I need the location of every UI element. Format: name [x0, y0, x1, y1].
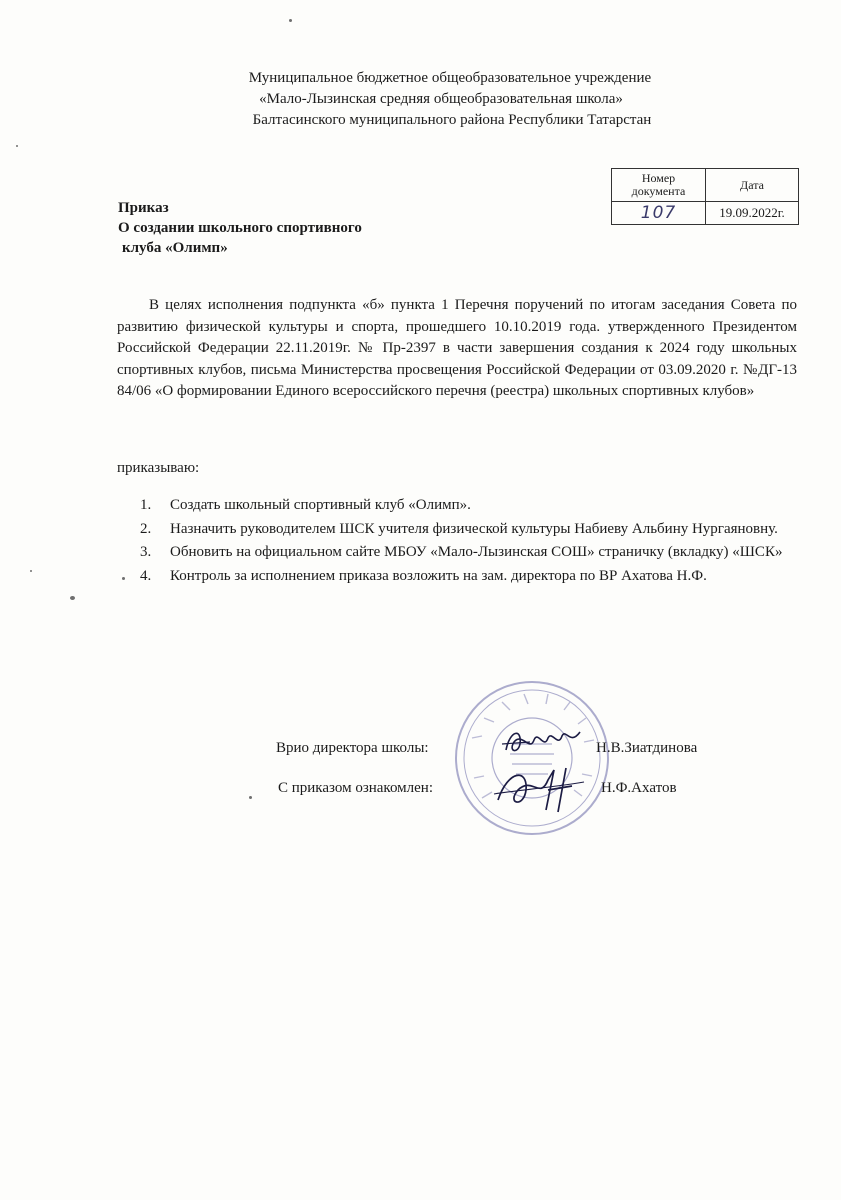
header-line-1: Муниципальное бюджетное общеобразовательное учреждение — [248, 70, 652, 86]
item-text: Контроль за исполнением приказа возложить на зам. директора по ВР Ахатова Н.Ф. — [170, 567, 707, 584]
number-header-line-1: Номер — [641, 171, 676, 185]
scan-speck — [122, 577, 125, 580]
director-name: Н.В.Зиатдинова — [596, 740, 698, 756]
header-line-2: «Мало-Лызинская средняя общеобразовательная школа» — [259, 91, 623, 107]
list-item — [140, 566, 800, 588]
number-header-cell — [612, 169, 706, 202]
item-text: Назначить руководителем ШСК учителя физической культуры Набиеву Альбину Нургаяновну. — [170, 520, 778, 537]
scan-speck — [249, 796, 252, 799]
scan-speck — [16, 145, 18, 147]
acknowledged-person-name: Н.Ф.Ахатов — [601, 780, 677, 796]
title-line-3: клуба «Олимп» — [122, 240, 228, 256]
order-items-list — [140, 495, 800, 589]
document-date-cell: 19.09.2022г. — [706, 202, 799, 225]
header-line-3: Балтасинского муниципального района Республики Татарстан — [252, 112, 652, 128]
acknowledgement-label: С приказом ознакомлен: — [278, 780, 434, 796]
title-line-1: Приказ — [118, 200, 169, 216]
order-word: приказываю: — [117, 460, 200, 476]
acknowledgement-signature-icon — [488, 760, 588, 820]
scan-speck — [289, 19, 292, 22]
item-number: 1. — [140, 497, 152, 513]
order-title — [118, 198, 362, 258]
director-signature-label: Врио директора школы: — [276, 740, 429, 756]
item-number: 2. — [140, 520, 152, 537]
organization-header — [150, 68, 750, 131]
document-number-cell — [612, 202, 706, 225]
preamble-paragraph: В целях исполнения подпункта «б» пункта 1 Перечня поручений по итогам заседания Совета по развитию физической культуры и спорта, прошедшего 10.10.2019 года. утвержденного Президентом Российской Федерации 22.11.2019г. № Пр-2397 в части завершения создания к 2024 году школьных спортивных клубов, письма Министерства просвещения Российской Федерации от 03.09.2020 г. №ДГ-13 84/06 «О формировании Единого всероссийского перечня (реестра) школьных спортивных клубов» — [117, 297, 797, 399]
list-item — [140, 519, 800, 541]
scan-speck — [70, 596, 75, 600]
scan-speck — [30, 570, 32, 572]
director-signature-icon — [500, 722, 585, 762]
document-number: 107 — [640, 203, 677, 223]
item-text: Обновить на официальном сайте МБОУ «Мало-Лызинская СОШ» страничку (вкладку) «ШСК» — [170, 544, 783, 560]
item-number: 4. — [140, 567, 152, 584]
list-item — [140, 542, 800, 564]
date-header-cell: Дата — [706, 169, 799, 202]
title-line-2: О создании школьного спортивного — [118, 220, 362, 236]
document-number-table — [611, 168, 799, 225]
list-item — [140, 495, 800, 517]
number-header-line-2: документа — [631, 184, 686, 198]
item-text: Создать школьный спортивный клуб «Олимп». — [170, 497, 471, 513]
item-number: 3. — [140, 544, 152, 560]
